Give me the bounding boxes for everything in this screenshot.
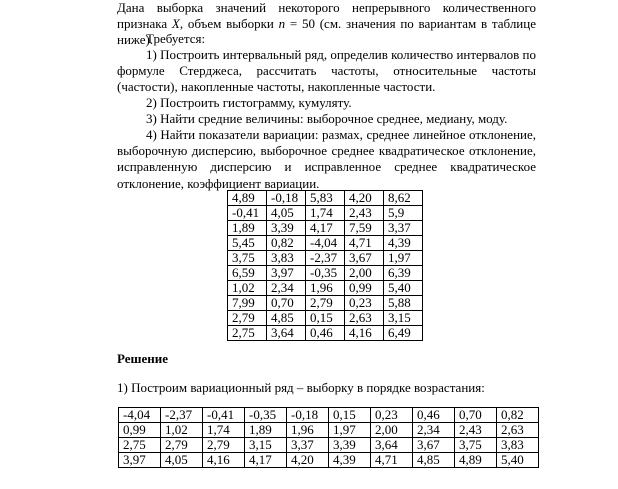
table-cell: 3,75 [455, 438, 497, 453]
table-cell: 3,83 [497, 438, 539, 453]
intro-text-2: , объем выборки [179, 16, 279, 32]
table-cell: 1,89 [228, 221, 267, 236]
table-row [228, 296, 423, 311]
table-cell: 4,71 [345, 236, 384, 251]
table-cell: 5,9 [384, 206, 423, 221]
table-cell: 5,40 [497, 453, 539, 468]
table-cell: 3,64 [371, 438, 413, 453]
table-row [119, 408, 539, 423]
table-cell: 2,79 [306, 296, 345, 311]
table-cell: 4,16 [203, 453, 245, 468]
variable-x: X [171, 16, 180, 32]
table-cell: 8,62 [384, 191, 423, 206]
table-row [119, 438, 539, 453]
step-1-text: 1) Построим вариационный ряд – выборку в порядке возрастания: [117, 380, 485, 395]
table-cell: 2,75 [119, 438, 161, 453]
table-cell: 7,59 [345, 221, 384, 236]
table-cell: 1,02 [161, 423, 203, 438]
table-cell: 3,97 [267, 266, 306, 281]
table-row [228, 191, 423, 206]
table-cell: 2,00 [371, 423, 413, 438]
table-row [228, 281, 423, 296]
sample-data-body [228, 191, 423, 341]
table-cell: 2,79 [161, 438, 203, 453]
table-cell: 4,05 [161, 453, 203, 468]
variable-n: n [278, 16, 286, 32]
table-cell: 2,79 [203, 438, 245, 453]
solution-heading: Решение [117, 351, 169, 366]
table-cell: 1,96 [287, 423, 329, 438]
table-cell: 1,74 [203, 423, 245, 438]
table-cell: 1,96 [306, 281, 345, 296]
table-cell: 4,20 [287, 453, 329, 468]
table-cell: 4,89 [455, 453, 497, 468]
table-cell: 0,82 [497, 408, 539, 423]
table-cell: 2,43 [345, 206, 384, 221]
table-cell: 3,83 [267, 251, 306, 266]
table-cell: 2,43 [455, 423, 497, 438]
table-cell: 7,99 [228, 296, 267, 311]
variation-series-body [119, 408, 539, 468]
intro-text-1: Дана выборка значений некоторого непрерывного количественного признака [117, 0, 536, 32]
table-cell: 2,63 [497, 423, 539, 438]
table-cell: 0,23 [371, 408, 413, 423]
table-cell: 0,23 [345, 296, 384, 311]
table-row [228, 221, 423, 236]
task-4: 4) Найти показатели вариации: размах, среднее линейное отклонение, выборочную дисперсию, выборочное среднее квадратическое отклонение, исправленную дисперсию и исправленное среднее квадратическое отклонение, коэффициент вариации. [117, 127, 536, 191]
task-2: 2) Построить гистограмму, кумуляту. [146, 95, 352, 110]
table-cell: -0,41 [203, 408, 245, 423]
table-cell: 5,83 [306, 191, 345, 206]
table-cell: 4,39 [384, 236, 423, 251]
table-cell: -0,35 [245, 408, 287, 423]
table-cell: 3,37 [287, 438, 329, 453]
table-cell: -0,18 [267, 191, 306, 206]
table-cell: 3,64 [267, 326, 306, 341]
table-cell: 3,15 [245, 438, 287, 453]
requirements-label: Требуется: [146, 31, 206, 46]
table-cell: 0,15 [329, 408, 371, 423]
table-cell: -0,18 [287, 408, 329, 423]
table-row [119, 453, 539, 468]
table-cell: 0,46 [306, 326, 345, 341]
table-cell: 0,99 [345, 281, 384, 296]
table-row [119, 423, 539, 438]
table-row [228, 236, 423, 251]
table-cell: 2,34 [267, 281, 306, 296]
table-cell: 2,75 [228, 326, 267, 341]
table-cell: 3,15 [384, 311, 423, 326]
table-cell: 1,97 [384, 251, 423, 266]
task-3: 3) Найти средние величины: выборочное среднее, медиану, моду. [146, 111, 508, 126]
table-cell: 6,49 [384, 326, 423, 341]
table-cell: 1,74 [306, 206, 345, 221]
table-cell: -4,04 [119, 408, 161, 423]
variation-series-table [118, 407, 539, 468]
table-row [228, 206, 423, 221]
table-cell: 1,02 [228, 281, 267, 296]
table-cell: -2,37 [306, 251, 345, 266]
table-cell: -2,37 [161, 408, 203, 423]
table-cell: 1,89 [245, 423, 287, 438]
table-cell: 3,67 [345, 251, 384, 266]
table-cell: 4,85 [413, 453, 455, 468]
table-cell: 3,39 [329, 438, 371, 453]
table-cell: 0,15 [306, 311, 345, 326]
table-cell: 5,45 [228, 236, 267, 251]
sample-size: = 50 [285, 16, 315, 32]
table-cell: 0,70 [455, 408, 497, 423]
table-cell: 4,71 [371, 453, 413, 468]
table-cell: 4,89 [228, 191, 267, 206]
table-cell: 4,17 [245, 453, 287, 468]
table-cell: 0,70 [267, 296, 306, 311]
table-cell: 4,20 [345, 191, 384, 206]
sample-data-table [227, 190, 423, 341]
table-cell: 5,88 [384, 296, 423, 311]
table-cell: 3,67 [413, 438, 455, 453]
table-cell: 4,85 [267, 311, 306, 326]
table-cell: 4,05 [267, 206, 306, 221]
table-cell: 1,97 [329, 423, 371, 438]
table-cell: 0,46 [413, 408, 455, 423]
table-cell: 6,39 [384, 266, 423, 281]
table-cell: -4,04 [306, 236, 345, 251]
table-cell: 3,97 [119, 453, 161, 468]
table-cell: 5,40 [384, 281, 423, 296]
table-cell: 0,99 [119, 423, 161, 438]
table-cell: 4,16 [345, 326, 384, 341]
table-cell: 0,82 [267, 236, 306, 251]
table-cell: -0,41 [228, 206, 267, 221]
table-cell: 4,39 [329, 453, 371, 468]
table-cell: -0,35 [306, 266, 345, 281]
table-row [228, 266, 423, 281]
table-cell: 2,79 [228, 311, 267, 326]
table-cell: 2,34 [413, 423, 455, 438]
intro-text-3: (см. значения по вариантам в таблице ниже). [117, 16, 536, 48]
table-row [228, 251, 423, 266]
task-1: 1) Построить интервальный ряд, определив количество интервалов по формуле Стерджеса, рассчитать частоты, относительные частоты (частости), накопленные частоты, накопленные частости. [117, 47, 536, 95]
table-cell: 3,37 [384, 221, 423, 236]
table-cell: 3,75 [228, 251, 267, 266]
table-cell: 2,00 [345, 266, 384, 281]
table-cell: 2,63 [345, 311, 384, 326]
table-cell: 6,59 [228, 266, 267, 281]
table-cell: 3,39 [267, 221, 306, 236]
table-row [228, 326, 423, 341]
table-row [228, 311, 423, 326]
table-cell: 4,17 [306, 221, 345, 236]
